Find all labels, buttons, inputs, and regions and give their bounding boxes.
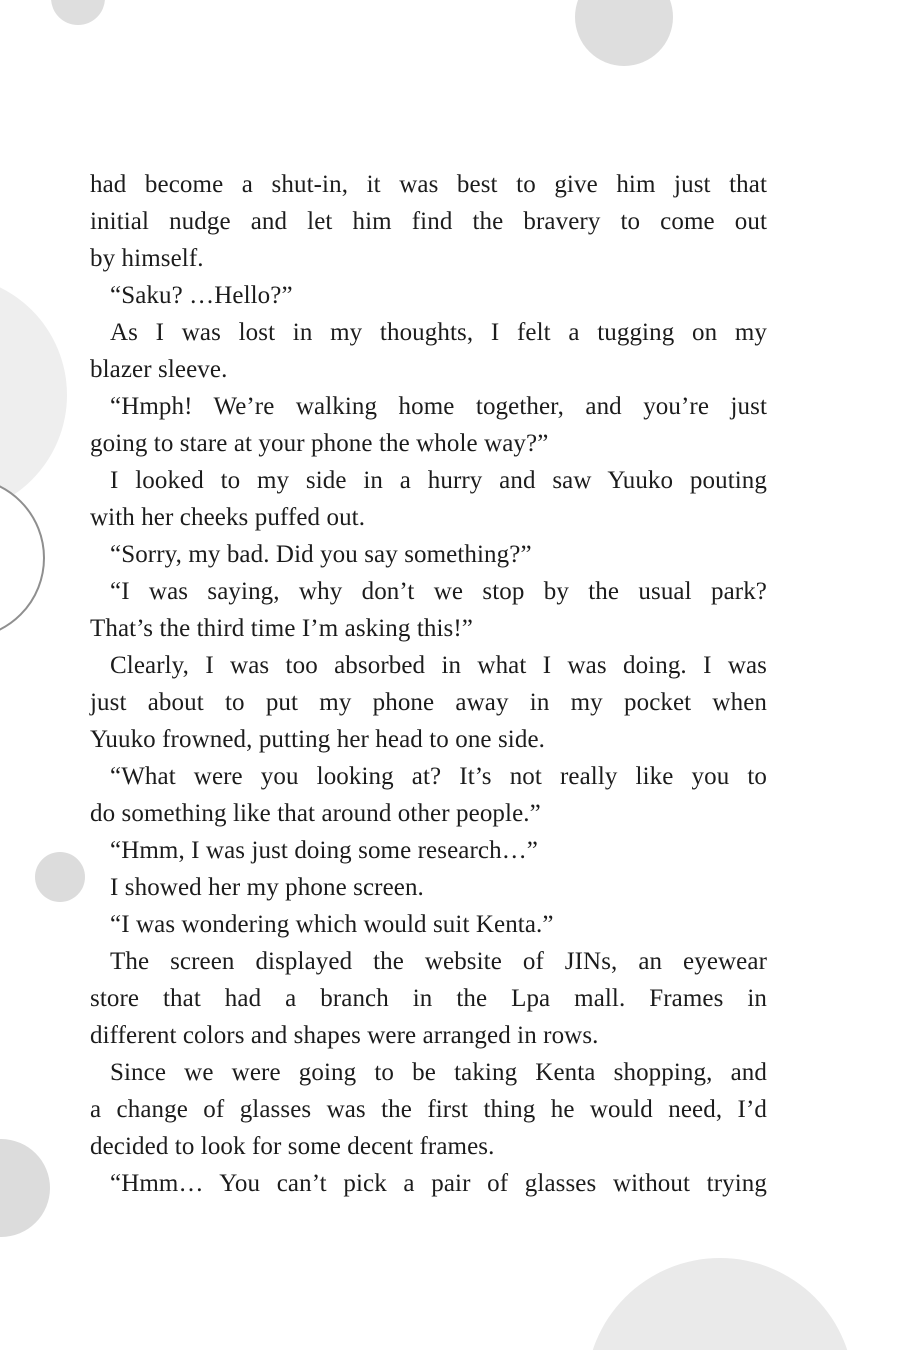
circle-left-large-faint xyxy=(0,275,67,515)
text-line: decided to look for some decent frames. xyxy=(90,1133,495,1160)
text-line: a change of glasses was the first thing he would need, I’d xyxy=(90,1096,767,1123)
text-line: I showed her my phone screen. xyxy=(110,874,424,901)
circle-bottom-right xyxy=(586,1258,854,1350)
text-line: blazer sleeve. xyxy=(90,356,228,383)
circle-bottom-left xyxy=(0,1139,50,1237)
text-line: Since we were going to be taking Kenta shopping, and xyxy=(110,1059,767,1086)
text-line: by himself. xyxy=(90,245,204,272)
text-line: As I was lost in my thoughts, I felt a tugging on my xyxy=(110,319,767,346)
text-line: Yuuko frowned, putting her head to one side. xyxy=(90,726,545,753)
text-line: I looked to my side in a hurry and saw Yuuko pouting xyxy=(110,467,767,494)
text-line: initial nudge and let him find the bravery to come out xyxy=(90,208,767,235)
text-line: had become a shut-in, it was best to give him just that xyxy=(90,171,767,198)
text-line: just about to put my phone away in my pocket when xyxy=(90,689,767,716)
text-line: “I was saying, why don’t we stop by the usual park? xyxy=(110,578,767,605)
text-line: “What were you looking at? It’s not really like you to xyxy=(110,763,767,790)
text-line: “Hmph! We’re walking home together, and you’re just xyxy=(110,393,767,420)
text-line: going to stare at your phone the whole way?” xyxy=(90,430,549,457)
circle-left-outline xyxy=(0,477,45,639)
text-line: with her cheeks puffed out. xyxy=(90,504,366,531)
text-line: “I was wondering which would suit Kenta.” xyxy=(110,911,554,938)
text-line: “Sorry, my bad. Did you say something?” xyxy=(110,541,532,568)
text-line: “Hmm, I was just doing some research…” xyxy=(110,837,538,864)
text-line: store that had a branch in the Lpa mall. Frames in xyxy=(90,985,767,1012)
circle-top-right xyxy=(575,0,673,66)
circle-top-left xyxy=(51,0,105,25)
text-line: “Hmm… You can’t pick a pair of glasses without trying xyxy=(110,1170,767,1197)
text-line: different colors and shapes were arranged in rows. xyxy=(90,1022,599,1049)
text-line: “Saku? …Hello?” xyxy=(110,282,293,309)
text-line: Clearly, I was too absorbed in what I was doing. I was xyxy=(110,652,767,679)
text-line: That’s the third time I’m asking this!” xyxy=(90,615,473,642)
text-line: do something like that around other people.” xyxy=(90,800,541,827)
page-text xyxy=(90,166,767,1202)
circle-left-small xyxy=(35,852,85,902)
text-line: The screen displayed the website of JINs, an eyewear xyxy=(110,948,767,975)
